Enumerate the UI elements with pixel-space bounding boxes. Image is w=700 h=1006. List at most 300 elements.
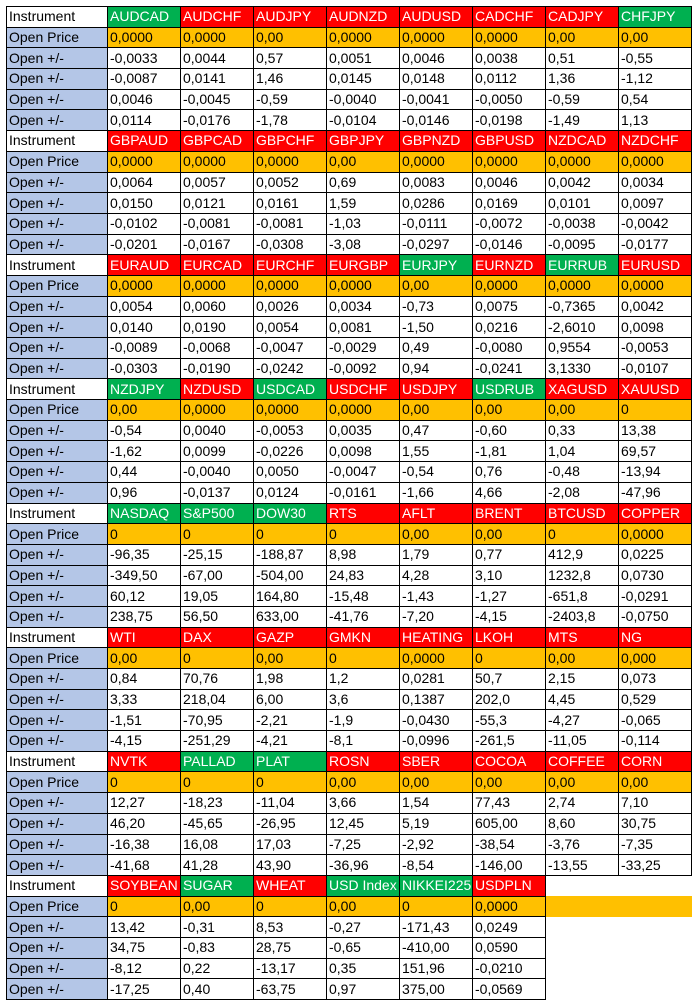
change-cell[interactable]: 202,0 <box>473 689 546 710</box>
change-label[interactable]: Open +/- <box>7 793 108 814</box>
instrument-name-cell[interactable]: GBPNZD <box>400 131 473 152</box>
change-cell[interactable]: -0,31 <box>181 917 254 938</box>
change-cell[interactable]: -38,54 <box>473 834 546 855</box>
change-cell[interactable]: 0,0042 <box>546 172 619 193</box>
instrument-name-cell[interactable]: USDCAD <box>254 379 327 400</box>
instrument-name-cell[interactable]: COPPER <box>619 503 692 524</box>
instrument-label[interactable]: Instrument <box>7 255 108 276</box>
change-cell[interactable]: 17,03 <box>254 834 327 855</box>
change-cell[interactable]: 605,00 <box>473 813 546 834</box>
instrument-name-cell[interactable]: DOW30 <box>254 503 327 524</box>
change-cell[interactable]: 77,43 <box>473 793 546 814</box>
instrument-name-cell[interactable]: NVTK <box>108 751 181 772</box>
change-cell[interactable]: 1,98 <box>254 669 327 690</box>
open-price-cell[interactable]: 0,0000 <box>181 400 254 421</box>
change-cell[interactable]: 0,94 <box>400 358 473 379</box>
change-cell[interactable]: 0,0098 <box>619 317 692 338</box>
change-cell[interactable]: -410,00 <box>400 937 473 958</box>
change-cell[interactable]: -0,55 <box>619 48 692 69</box>
change-cell[interactable]: 0,0730 <box>619 565 692 586</box>
change-cell[interactable]: -8,12 <box>108 958 181 979</box>
change-cell[interactable]: -0,0081 <box>254 213 327 234</box>
change-cell[interactable]: -63,75 <box>254 979 327 1000</box>
change-cell[interactable]: 24,83 <box>327 565 400 586</box>
open-price-cell[interactable]: 0,0000 <box>546 275 619 296</box>
open-price-cell[interactable]: 0,0000 <box>108 151 181 172</box>
change-cell[interactable]: -7,25 <box>327 834 400 855</box>
open-price-cell[interactable]: 0,0000 <box>400 27 473 48</box>
change-cell[interactable]: -0,0045 <box>181 89 254 110</box>
change-cell[interactable]: 164,80 <box>254 586 327 607</box>
change-cell[interactable]: -2,6010 <box>546 317 619 338</box>
change-cell[interactable]: -0,114 <box>619 731 692 752</box>
change-cell[interactable]: -0,0198 <box>473 110 546 131</box>
open-price-cell[interactable]: 0,00 <box>254 27 327 48</box>
open-price-label[interactable]: Open Price <box>7 524 108 545</box>
change-cell[interactable]: -41,68 <box>108 855 181 876</box>
change-cell[interactable]: 0,0026 <box>254 296 327 317</box>
change-cell[interactable]: -188,87 <box>254 544 327 565</box>
open-price-cell[interactable]: 0,0000 <box>473 275 546 296</box>
instrument-name-cell[interactable]: GBPCHF <box>254 131 327 152</box>
change-cell[interactable]: -0,0177 <box>619 234 692 255</box>
change-cell[interactable]: 0,0141 <box>181 69 254 90</box>
change-cell[interactable]: 0,0038 <box>473 48 546 69</box>
change-cell[interactable]: -0,0308 <box>254 234 327 255</box>
change-cell[interactable]: 3,10 <box>473 565 546 586</box>
change-cell[interactable]: -0,0047 <box>327 462 400 483</box>
change-cell[interactable]: -0,59 <box>546 89 619 110</box>
instrument-name-cell[interactable]: NG <box>619 627 692 648</box>
change-cell[interactable]: 4,28 <box>400 565 473 586</box>
change-cell[interactable]: -0,0146 <box>473 234 546 255</box>
change-cell[interactable]: -1,9 <box>327 710 400 731</box>
instrument-name-cell[interactable]: SBER <box>400 751 473 772</box>
instrument-name-cell[interactable]: EURGBP <box>327 255 400 276</box>
instrument-name-cell[interactable]: CHFJPY <box>619 7 692 28</box>
change-label[interactable]: Open +/- <box>7 89 108 110</box>
change-cell[interactable]: -146,00 <box>473 855 546 876</box>
change-cell[interactable]: 70,76 <box>181 669 254 690</box>
instrument-name-cell[interactable]: USDCHF <box>327 379 400 400</box>
instrument-name-cell[interactable]: XAUUSD <box>619 379 692 400</box>
open-price-cell[interactable]: 0 <box>181 772 254 793</box>
instrument-name-cell[interactable]: USDJPY <box>400 379 473 400</box>
change-cell[interactable]: -0,0291 <box>619 586 692 607</box>
change-cell[interactable]: -1,78 <box>254 110 327 131</box>
change-cell[interactable]: -17,25 <box>108 979 181 1000</box>
change-cell[interactable]: -13,17 <box>254 958 327 979</box>
open-price-cell[interactable]: 0,00 <box>546 400 619 421</box>
change-cell[interactable]: 0,0083 <box>400 172 473 193</box>
change-cell[interactable]: 0,0590 <box>473 937 546 958</box>
change-cell[interactable]: 0,0140 <box>108 317 181 338</box>
change-cell[interactable]: -0,0102 <box>108 213 181 234</box>
change-cell[interactable]: 0,0042 <box>619 296 692 317</box>
change-label[interactable]: Open +/- <box>7 544 108 565</box>
instrument-name-cell[interactable]: GBPAUD <box>108 131 181 152</box>
change-cell[interactable]: -1,66 <box>400 482 473 503</box>
change-cell[interactable]: 46,20 <box>108 813 181 834</box>
change-cell[interactable]: 50,7 <box>473 669 546 690</box>
instrument-name-cell[interactable]: NZDCAD <box>546 131 619 152</box>
change-cell[interactable]: 0,51 <box>546 48 619 69</box>
change-cell[interactable]: 0,96 <box>108 482 181 503</box>
change-cell[interactable]: -4,27 <box>546 710 619 731</box>
change-cell[interactable]: 0,0046 <box>400 48 473 69</box>
change-label[interactable]: Open +/- <box>7 606 108 627</box>
instrument-name-cell[interactable]: GBPCAD <box>181 131 254 152</box>
change-label[interactable]: Open +/- <box>7 813 108 834</box>
open-price-cell[interactable]: 0,0000 <box>181 151 254 172</box>
change-cell[interactable]: 0,0225 <box>619 544 692 565</box>
change-cell[interactable]: -504,00 <box>254 565 327 586</box>
change-cell[interactable]: -0,0029 <box>327 338 400 359</box>
instrument-label[interactable]: Instrument <box>7 7 108 28</box>
change-cell[interactable]: -0,0104 <box>327 110 400 131</box>
open-price-cell[interactable]: 0,00 <box>619 772 692 793</box>
instrument-name-cell[interactable]: WHEAT <box>254 875 327 896</box>
change-cell[interactable]: -0,0241 <box>473 358 546 379</box>
open-price-cell[interactable]: 0,0000 <box>181 275 254 296</box>
change-label[interactable]: Open +/- <box>7 317 108 338</box>
open-price-cell[interactable]: 0,00 <box>108 648 181 669</box>
change-cell[interactable]: 0,84 <box>108 669 181 690</box>
instrument-name-cell[interactable]: GBPJPY <box>327 131 400 152</box>
change-cell[interactable]: 0,0075 <box>473 296 546 317</box>
change-label[interactable]: Open +/- <box>7 834 108 855</box>
change-label[interactable]: Open +/- <box>7 172 108 193</box>
open-price-cell[interactable]: 0 <box>327 648 400 669</box>
change-cell[interactable]: -0,73 <box>400 296 473 317</box>
instrument-name-cell[interactable]: GMKN <box>327 627 400 648</box>
open-price-cell[interactable]: 0,00 <box>254 648 327 669</box>
change-cell[interactable]: -7,35 <box>619 834 692 855</box>
open-price-cell[interactable]: 0,00 <box>546 27 619 48</box>
instrument-name-cell[interactable]: EURRUB <box>546 255 619 276</box>
change-cell[interactable]: -0,54 <box>108 420 181 441</box>
change-cell[interactable]: 1,04 <box>546 441 619 462</box>
open-price-cell[interactable]: 0,00 <box>400 275 473 296</box>
change-cell[interactable]: 8,60 <box>546 813 619 834</box>
change-cell[interactable]: -0,0201 <box>108 234 181 255</box>
change-cell[interactable]: 41,28 <box>181 855 254 876</box>
change-cell[interactable]: 0,47 <box>400 420 473 441</box>
open-price-cell[interactable]: 0 <box>254 896 327 917</box>
open-price-cell[interactable]: 0,00 <box>327 896 400 917</box>
change-cell[interactable]: 60,12 <box>108 586 181 607</box>
instrument-name-cell[interactable]: USDPLN <box>473 875 546 896</box>
instrument-label[interactable]: Instrument <box>7 875 108 896</box>
change-cell[interactable]: -0,0087 <box>108 69 181 90</box>
change-cell[interactable]: 1,54 <box>400 793 473 814</box>
change-cell[interactable]: 0,0169 <box>473 193 546 214</box>
change-cell[interactable]: 0,0114 <box>108 110 181 131</box>
change-cell[interactable]: -0,48 <box>546 462 619 483</box>
change-cell[interactable]: -0,0047 <box>254 338 327 359</box>
change-cell[interactable]: -0,0092 <box>327 358 400 379</box>
open-price-cell[interactable]: 0,00 <box>327 151 400 172</box>
open-price-cell[interactable]: 0,0000 <box>327 275 400 296</box>
change-cell[interactable]: -25,15 <box>181 544 254 565</box>
open-price-cell[interactable]: 0,00 <box>400 400 473 421</box>
instrument-name-cell[interactable]: EURCHF <box>254 255 327 276</box>
change-cell[interactable]: 7,10 <box>619 793 692 814</box>
open-price-cell[interactable]: 0 <box>108 772 181 793</box>
change-cell[interactable]: -0,0750 <box>619 606 692 627</box>
open-price-cell[interactable]: 0 <box>181 648 254 669</box>
change-label[interactable]: Open +/- <box>7 358 108 379</box>
instrument-label[interactable]: Instrument <box>7 751 108 772</box>
change-cell[interactable]: 2,74 <box>546 793 619 814</box>
change-cell[interactable]: -0,0038 <box>546 213 619 234</box>
change-cell[interactable]: -4,21 <box>254 731 327 752</box>
open-price-cell[interactable]: 0,0000 <box>400 151 473 172</box>
open-price-cell[interactable]: 0 <box>254 772 327 793</box>
change-cell[interactable]: 16,08 <box>181 834 254 855</box>
change-cell[interactable]: -0,7365 <box>546 296 619 317</box>
open-price-cell[interactable]: 0,0000 <box>473 896 546 917</box>
instrument-name-cell[interactable]: NIKKEI225 <box>400 875 473 896</box>
open-price-cell[interactable]: 0,0000 <box>619 151 692 172</box>
change-cell[interactable]: -4,15 <box>473 606 546 627</box>
change-cell[interactable]: 1232,8 <box>546 565 619 586</box>
change-cell[interactable]: -36,96 <box>327 855 400 876</box>
change-cell[interactable]: -0,0089 <box>108 338 181 359</box>
change-label[interactable]: Open +/- <box>7 296 108 317</box>
instrument-name-cell[interactable]: XAGUSD <box>546 379 619 400</box>
change-cell[interactable]: -0,0042 <box>619 213 692 234</box>
change-cell[interactable]: 0,0124 <box>254 482 327 503</box>
change-cell[interactable]: 19,05 <box>181 586 254 607</box>
change-cell[interactable]: -0,0226 <box>254 441 327 462</box>
instrument-name-cell[interactable]: EURAUD <box>108 255 181 276</box>
change-cell[interactable]: -1,62 <box>108 441 181 462</box>
change-label[interactable]: Open +/- <box>7 69 108 90</box>
change-cell[interactable]: -1,43 <box>400 586 473 607</box>
change-cell[interactable]: 0,0121 <box>181 193 254 214</box>
change-cell[interactable]: -18,23 <box>181 793 254 814</box>
change-cell[interactable]: 13,38 <box>619 420 692 441</box>
change-cell[interactable]: 0,0081 <box>327 317 400 338</box>
change-cell[interactable]: -0,0190 <box>181 358 254 379</box>
change-cell[interactable]: 4,45 <box>546 689 619 710</box>
open-price-cell[interactable]: 0,0000 <box>327 27 400 48</box>
open-price-cell[interactable]: 0,00 <box>327 772 400 793</box>
instrument-name-cell[interactable]: NASDAQ <box>108 503 181 524</box>
instrument-name-cell[interactable]: CADCHF <box>473 7 546 28</box>
change-cell[interactable]: 5,19 <box>400 813 473 834</box>
change-label[interactable]: Open +/- <box>7 213 108 234</box>
open-price-cell[interactable]: 0 <box>546 524 619 545</box>
change-label[interactable]: Open +/- <box>7 110 108 131</box>
instrument-name-cell[interactable]: EURUSD <box>619 255 692 276</box>
instrument-name-cell[interactable]: HEATING <box>400 627 473 648</box>
change-cell[interactable]: 633,00 <box>254 606 327 627</box>
open-price-cell[interactable]: 0 <box>327 524 400 545</box>
change-cell[interactable]: 4,66 <box>473 482 546 503</box>
open-price-label[interactable]: Open Price <box>7 648 108 669</box>
change-cell[interactable]: 0,0044 <box>181 48 254 69</box>
change-cell[interactable]: -1,27 <box>473 586 546 607</box>
instrument-name-cell[interactable]: PLAT <box>254 751 327 772</box>
change-label[interactable]: Open +/- <box>7 565 108 586</box>
change-cell[interactable]: 0,0046 <box>108 89 181 110</box>
change-cell[interactable]: -261,5 <box>473 731 546 752</box>
change-cell[interactable]: -0,0107 <box>619 358 692 379</box>
change-cell[interactable]: 0,0064 <box>108 172 181 193</box>
change-cell[interactable]: -0,27 <box>327 917 400 938</box>
change-cell[interactable]: -70,95 <box>181 710 254 731</box>
instrument-name-cell[interactable]: BRENT <box>473 503 546 524</box>
instrument-label[interactable]: Instrument <box>7 503 108 524</box>
change-cell[interactable]: -0,0033 <box>108 48 181 69</box>
change-cell[interactable]: 1,46 <box>254 69 327 90</box>
change-cell[interactable]: -0,0137 <box>181 482 254 503</box>
change-label[interactable]: Open +/- <box>7 441 108 462</box>
change-label[interactable]: Open +/- <box>7 731 108 752</box>
change-label[interactable]: Open +/- <box>7 462 108 483</box>
change-cell[interactable]: 0,9554 <box>546 338 619 359</box>
change-label[interactable]: Open +/- <box>7 917 108 938</box>
change-cell[interactable]: 0,35 <box>327 958 400 979</box>
open-price-cell[interactable]: 0,0000 <box>619 275 692 296</box>
change-cell[interactable]: -251,29 <box>181 731 254 752</box>
change-cell[interactable]: -0,60 <box>473 420 546 441</box>
instrument-name-cell[interactable]: CADJPY <box>546 7 619 28</box>
change-cell[interactable]: 0,0057 <box>181 172 254 193</box>
instrument-name-cell[interactable]: AUDCHF <box>181 7 254 28</box>
change-cell[interactable]: 0,0286 <box>400 193 473 214</box>
instrument-name-cell[interactable]: WTI <box>108 627 181 648</box>
change-cell[interactable]: 0,0054 <box>254 317 327 338</box>
change-cell[interactable]: -16,38 <box>108 834 181 855</box>
instrument-label[interactable]: Instrument <box>7 131 108 152</box>
change-cell[interactable]: 0,529 <box>619 689 692 710</box>
change-label[interactable]: Open +/- <box>7 420 108 441</box>
change-cell[interactable]: 0,54 <box>619 89 692 110</box>
instrument-name-cell[interactable]: GBPUSD <box>473 131 546 152</box>
instrument-name-cell[interactable]: NZDCHF <box>619 131 692 152</box>
open-price-cell[interactable]: 0,00 <box>473 772 546 793</box>
open-price-cell[interactable]: 0,0000 <box>108 275 181 296</box>
change-cell[interactable]: -0,0111 <box>400 213 473 234</box>
change-cell[interactable]: -15,48 <box>327 586 400 607</box>
change-cell[interactable]: 0,0097 <box>619 193 692 214</box>
change-cell[interactable]: -2,08 <box>546 482 619 503</box>
change-cell[interactable]: 412,9 <box>546 544 619 565</box>
instrument-name-cell[interactable]: AUDNZD <box>327 7 400 28</box>
open-price-label[interactable]: Open Price <box>7 151 108 172</box>
change-cell[interactable]: -11,04 <box>254 793 327 814</box>
change-cell[interactable]: -0,0050 <box>473 89 546 110</box>
change-cell[interactable]: 56,50 <box>181 606 254 627</box>
change-cell[interactable]: -7,20 <box>400 606 473 627</box>
instrument-name-cell[interactable]: CORN <box>619 751 692 772</box>
instrument-name-cell[interactable]: SOYBEAN <box>108 875 181 896</box>
change-cell[interactable]: -0,0176 <box>181 110 254 131</box>
open-price-cell[interactable]: 0,0000 <box>254 151 327 172</box>
open-price-cell[interactable]: 0,00 <box>473 524 546 545</box>
change-cell[interactable]: 0,44 <box>108 462 181 483</box>
change-cell[interactable]: -0,0040 <box>327 89 400 110</box>
change-cell[interactable]: -13,55 <box>546 855 619 876</box>
change-label[interactable]: Open +/- <box>7 958 108 979</box>
open-price-cell[interactable]: 0,0000 <box>400 648 473 669</box>
change-cell[interactable]: 3,66 <box>327 793 400 814</box>
change-label[interactable]: Open +/- <box>7 586 108 607</box>
open-price-cell[interactable]: 0,0000 <box>254 275 327 296</box>
change-cell[interactable]: 69,57 <box>619 441 692 462</box>
change-cell[interactable]: -0,0095 <box>546 234 619 255</box>
change-cell[interactable]: -2403,8 <box>546 606 619 627</box>
open-price-cell[interactable]: 0,0000 <box>254 400 327 421</box>
change-cell[interactable]: 3,33 <box>108 689 181 710</box>
open-price-cell[interactable]: 0,0000 <box>473 27 546 48</box>
change-cell[interactable]: -11,05 <box>546 731 619 752</box>
change-cell[interactable]: 0,0035 <box>327 420 400 441</box>
change-cell[interactable]: -1,49 <box>546 110 619 131</box>
change-cell[interactable]: 1,2 <box>327 669 400 690</box>
instrument-name-cell[interactable]: COCOA <box>473 751 546 772</box>
open-price-cell[interactable]: 0,0000 <box>181 27 254 48</box>
change-cell[interactable]: -0,0053 <box>619 338 692 359</box>
change-cell[interactable]: 238,75 <box>108 606 181 627</box>
change-cell[interactable]: 1,55 <box>400 441 473 462</box>
change-cell[interactable]: 151,96 <box>400 958 473 979</box>
change-cell[interactable]: -2,92 <box>400 834 473 855</box>
open-price-cell[interactable]: 0 <box>181 524 254 545</box>
open-price-cell[interactable]: 0 <box>619 400 692 421</box>
change-cell[interactable]: 0,0034 <box>619 172 692 193</box>
instrument-name-cell[interactable]: EURJPY <box>400 255 473 276</box>
change-cell[interactable]: -0,83 <box>181 937 254 958</box>
change-cell[interactable]: 0,0050 <box>254 462 327 483</box>
open-price-label[interactable]: Open Price <box>7 400 108 421</box>
change-label[interactable]: Open +/- <box>7 482 108 503</box>
instrument-name-cell[interactable]: RTS <box>327 503 400 524</box>
change-cell[interactable]: -33,25 <box>619 855 692 876</box>
change-cell[interactable]: 0,22 <box>181 958 254 979</box>
change-cell[interactable]: -47,96 <box>619 482 692 503</box>
change-label[interactable]: Open +/- <box>7 48 108 69</box>
open-price-cell[interactable]: 0,00 <box>400 772 473 793</box>
change-label[interactable]: Open +/- <box>7 855 108 876</box>
change-cell[interactable]: -8,54 <box>400 855 473 876</box>
change-cell[interactable]: 0,0190 <box>181 317 254 338</box>
change-cell[interactable]: -0,0210 <box>473 958 546 979</box>
change-cell[interactable]: 12,27 <box>108 793 181 814</box>
change-label[interactable]: Open +/- <box>7 979 108 1000</box>
change-cell[interactable]: -0,0040 <box>181 462 254 483</box>
open-price-cell[interactable]: 0,00 <box>619 27 692 48</box>
change-cell[interactable]: 43,90 <box>254 855 327 876</box>
instrument-label[interactable]: Instrument <box>7 379 108 400</box>
change-cell[interactable]: 0,77 <box>473 544 546 565</box>
open-price-cell[interactable]: 0,000 <box>619 648 692 669</box>
open-price-cell[interactable]: 0,00 <box>546 772 619 793</box>
change-cell[interactable]: 0,1387 <box>400 689 473 710</box>
open-price-label[interactable]: Open Price <box>7 27 108 48</box>
change-label[interactable]: Open +/- <box>7 710 108 731</box>
change-cell[interactable]: -0,065 <box>619 710 692 731</box>
change-cell[interactable]: -349,50 <box>108 565 181 586</box>
change-cell[interactable]: -45,65 <box>181 813 254 834</box>
change-cell[interactable]: -0,0303 <box>108 358 181 379</box>
instrument-name-cell[interactable]: USDRUB <box>473 379 546 400</box>
instrument-name-cell[interactable]: NZDJPY <box>108 379 181 400</box>
change-cell[interactable]: -96,35 <box>108 544 181 565</box>
